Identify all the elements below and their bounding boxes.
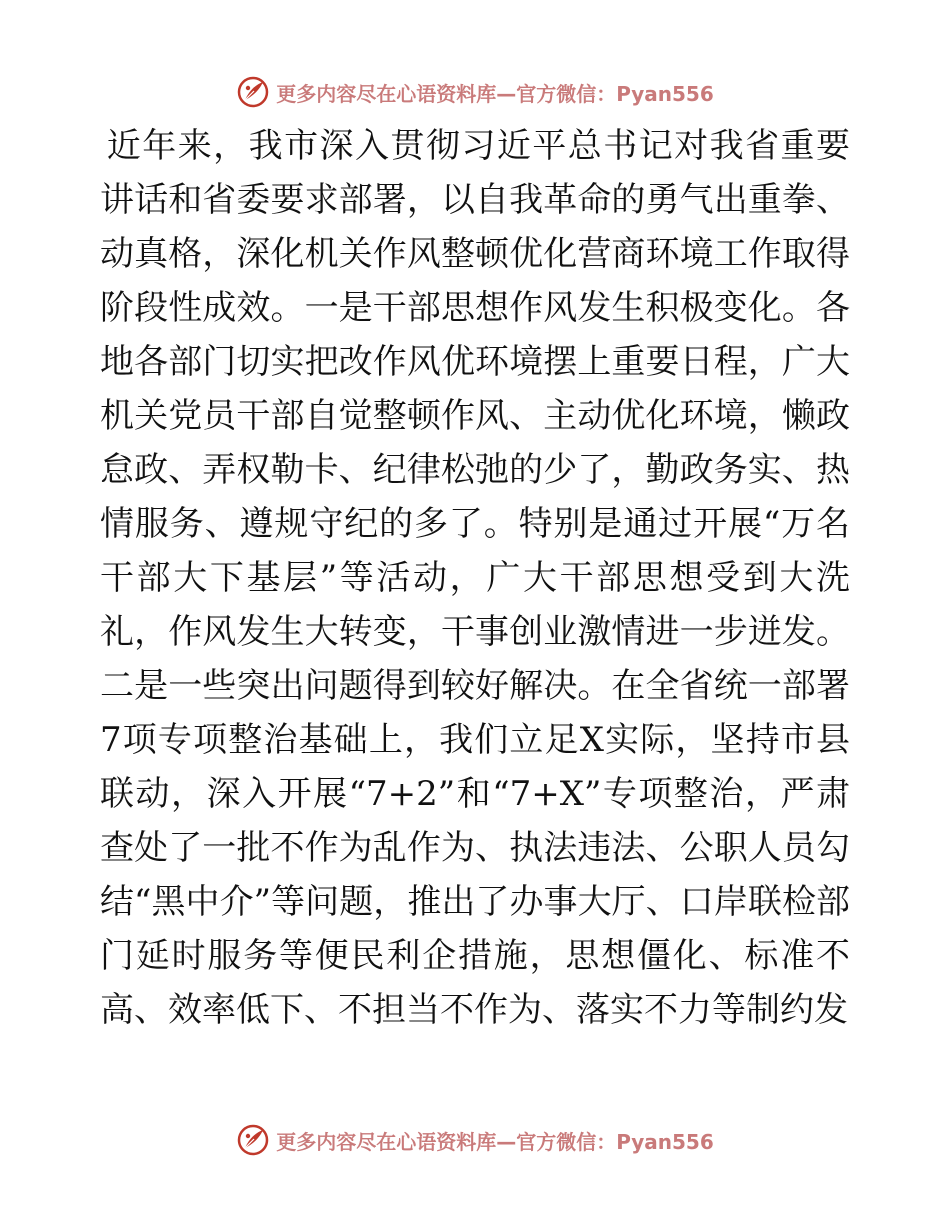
header-watermark bbox=[0, 72, 950, 112]
document-body bbox=[100, 119, 850, 1037]
footer-watermark bbox=[0, 1120, 950, 1160]
body-paragraph: 近年来，我市深入贯彻习近平总书记对我省重要讲话和省委要求部署，以自我革命的勇气出重拳、动真格，深化机关作风整顿优化营商环境工作取得阶段性成效。一是干部思想作风发生积极变化。各地各部门切实把改作风优环境摆上重要日程，广大机关党员干部自觉整顿作风、主动优化环境，懒政怠政、弄权勒卡、纪律松弛的少了，勤政务实、热情服务、遵规守纪的多了。特别是通过开展“万名干部大下基层”等活动，广大干部思想受到大洗礼，作风发生大转变，干事创业激情进一步迸发。二是一些突出问题得到较好解决。在全省统一部署7项专项整治基础上，我们立足X实际，坚持市县联动，深入开展“7+2”和“7+X”专项整治，严肃查处了一批不作为乱作为、执法违法、公职人员勾结“黑中介”等问题，推出了办事大厅、口岸联检部门延时服务等便民利企措施，思想僵化、标准不高、效率低下、不担当不作为、落实不力等制约发 bbox=[100, 126, 850, 1030]
feather-pen-logo-icon bbox=[236, 1123, 270, 1157]
footer-watermark-text: 更多内容尽在心语资料库—官方微信：Pyan556 bbox=[276, 1129, 714, 1154]
header-watermark-text: 更多内容尽在心语资料库—官方微信：Pyan556 bbox=[276, 81, 714, 106]
feather-pen-logo-icon bbox=[236, 75, 270, 109]
